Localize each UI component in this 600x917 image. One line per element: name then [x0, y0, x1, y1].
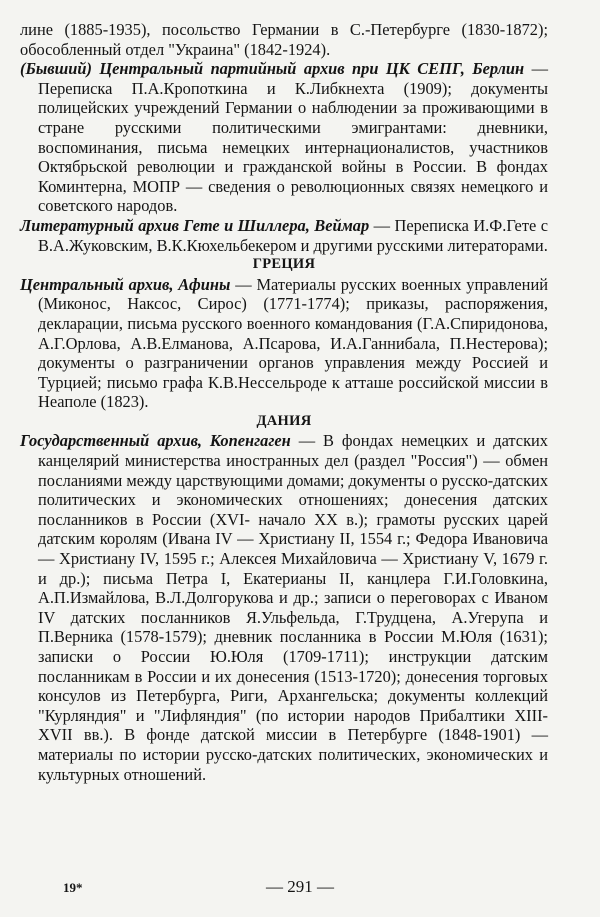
entry-athens-archive: [20, 275, 548, 412]
entry-title: Литературный архив Гете и Шиллера, Веймар: [20, 215, 370, 235]
entry-title: Центральный архив, Афины: [20, 274, 231, 294]
page-number: — 291 —: [266, 877, 334, 896]
entry-copenhagen-archive: [20, 431, 548, 784]
entry-body: — Материалы русских военных управлений (Миконос, Наксос, Сирос) (1771-1774); приказы, распоряжения, декларации, письма русского военного командования (Г.А.Спиридонова, А.Г.Орлова, А.В.Елманова, А.Псарова, И.А.Ганнибала, П.Нестерова); документы о разграничении органов управления между Россией и Турцией; письмо графа К.В.Нессельроде к атташе российской миссии в Неаполе (1823).: [38, 274, 548, 412]
entry-body: — В фондах немецких и датских канцелярий министерства иностранных дел (раздел "Россия") — обмен посланиями между царствующими домами; документы о русско-датских политических и экономических отношениях; донесения датских посланников в России (XVI- начало XX в.); грамоты русских царей датским королям (Ивана IV — Христиану II, 1554 г.; Федора Ивановича — Христиану IV, 1595 г.; Алексея Михайловича — Христиану V, 1679 г. и др.); письма Петра I, Екатерианы II, канцлера Г.И.Головкина, А.П.Измайлова, В.Л.Долгорукова и др.; записи о переговорах с Иваном IV датских посланников Я.Ульфельда, Г.Трудцена, А.Угерупа и П.Верника (1578-1579); дневник посланника в России М.Юля (1631); записки о России Ю.Юля (1709-1711); инструкции датским посланникам в России и их донесения (1513-1720); донесения торговых консулов из Петербурга, Риги, Архангельска; документы коллекций "Курляндия" и "Лифляндия" (по истории народов Прибалтики XIII- XVII вв.). В фонде датской миссии в Петербурге (1848-1901) — материалы по истории русско-датских политических, экономических и культурных отношений.: [38, 431, 549, 784]
entry-body: — Переписка П.А.Кропоткина и К.Либкнехта (1909); документы полицейских учреждений Германии о наблюдении за проживающими в стране русскими политическими эмигрантами: дневники, воспоминания, письма немецких интернационалистов, участников Октябрьской революции и гражданской войны в России. В фондах Коминтерна, МОПР — сведения о революционных связях немецкого и советского народов.: [38, 59, 548, 216]
entry-body: — Переписка И.Ф.Гете с В.А.Жуковским, В.К.Кюхельбекером и другими русскими литераторами.: [38, 215, 548, 255]
page-text: [20, 20, 548, 784]
entry-berlin-party-archive: [20, 59, 548, 216]
signature-mark: 19*: [63, 880, 83, 895]
entry-weimar-archive: [20, 216, 548, 255]
entry-title: Государственный архив, Копенгаген: [20, 431, 291, 451]
section-heading-greece: ГРЕЦИЯ: [252, 256, 316, 273]
entry-title: (Бывший) Центральный партийный архив при ЦК СЕПГ, Берлин: [20, 59, 525, 79]
section-heading-denmark: ДАНИЯ: [256, 412, 312, 429]
continuation-paragraph: лине (1885-1935), посольство Германии в С.-Петербурге (1830-1872); обособленный отдел "Украина" (1842-1924).: [20, 20, 548, 59]
